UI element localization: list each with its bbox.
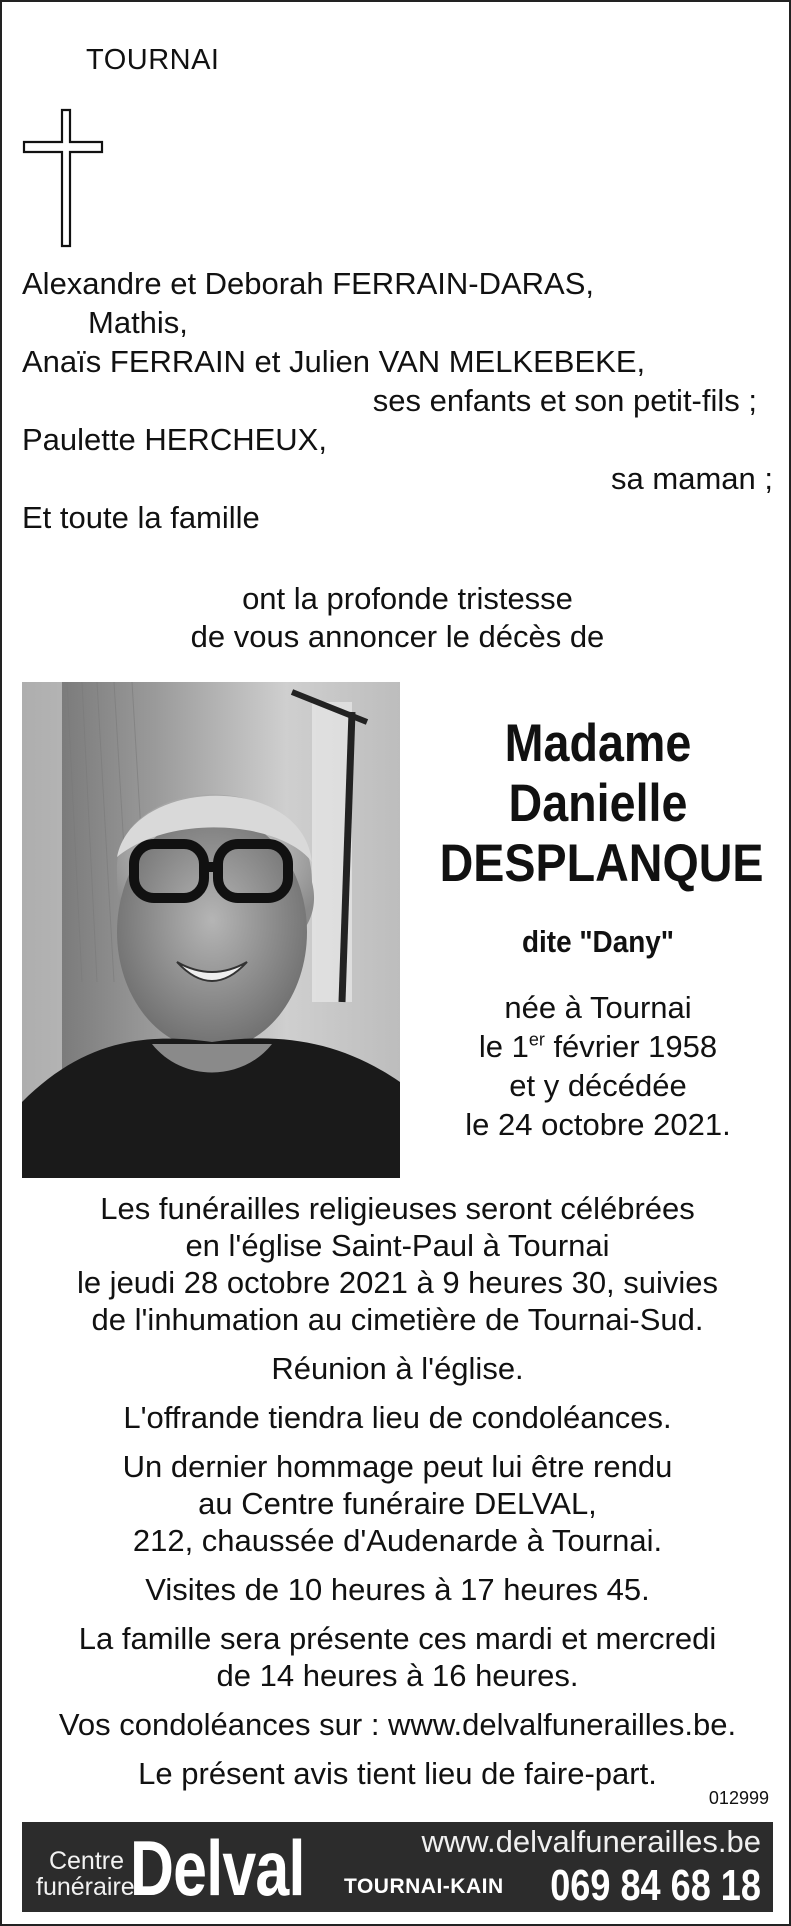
deceased-title: Madame [504, 714, 692, 773]
family-relation-mother: sa maman ; [611, 461, 773, 496]
condolences-line: Vos condoléances sur : www.delvalfunerailles.be. [58, 1707, 737, 1742]
funeral-line-2: en l'église Saint-Paul à Tournai [185, 1228, 610, 1263]
deceased-nickname: dite "Dany" [521, 924, 675, 959]
visits-line: Visites de 10 heures à 17 heures 45. [145, 1572, 650, 1607]
funeral-line-4: de l'inhumation au cimetière de Tournai-Sud. [91, 1302, 704, 1337]
family-line-children: Alexandre et Deborah FERRAIN-DARAS, [22, 266, 595, 301]
announcement-line-1: ont la profonde tristesse [242, 581, 573, 616]
centre-funeraire-label [36, 1847, 135, 1901]
reference-number: 012999 [708, 1788, 769, 1808]
funeral-line-3: le jeudi 28 octobre 2021 à 9 heures 30, suivies [76, 1265, 719, 1300]
deceased-dates [418, 988, 778, 1144]
family-line-grandchild: Mathis, [88, 305, 188, 340]
family-line-all: Et toute la famille [22, 500, 260, 535]
phone-number[interactable]: 069 84 68 18 [550, 1861, 761, 1910]
presence-line-1: La famille sera présente ces mardi et mercredi [78, 1621, 717, 1656]
family-line-children-2: Anaïs FERRAIN et Julien VAN MELKEBEKE, [22, 344, 646, 379]
portrait-photo [22, 682, 400, 1178]
tribute-line-1: Un dernier hommage peut lui être rendu [122, 1449, 673, 1484]
family-line-mother: Paulette HERCHEUX, [22, 422, 327, 457]
announcement-line-2: de vous annoncer le décès de [190, 619, 605, 654]
deceased-last-name: DESPLANQUE [439, 834, 764, 893]
tribute-line-3: 212, chaussée d'Audenarde à Tournai. [132, 1523, 663, 1558]
funeral-home-logo: Delval [130, 1824, 305, 1912]
deceased-info [418, 714, 778, 1144]
centre-label-line-1: Centre [48, 1847, 124, 1875]
presence-line-2: de 14 heures à 16 heures. [216, 1658, 579, 1693]
death-date: le 24 octobre 2021. [465, 1107, 731, 1142]
funeral-home-banner [22, 1822, 773, 1912]
latin-cross-icon [22, 108, 122, 248]
centre-label-line-2: funéraire [36, 1873, 135, 1901]
portrait-illustration [22, 682, 400, 1178]
born-line: née à Tournai [504, 990, 692, 1025]
tribute-line-2: au Centre funéraire DELVAL, [198, 1486, 597, 1521]
deceased-first-name: Danielle [508, 774, 688, 833]
city-heading: TOURNAI [86, 44, 220, 76]
offering-line: L'offrande tiendra lieu de condoléances. [123, 1400, 672, 1435]
location-label: TOURNAI-KAIN [344, 1875, 504, 1898]
family-list [22, 264, 773, 537]
birth-date-prefix: le 1 [478, 1029, 529, 1064]
family-relation-children: ses enfants et son petit-fils ; [372, 383, 757, 418]
birth-date-suffix: février 1958 [544, 1029, 718, 1064]
website-link[interactable]: www.delvalfunerailles.be [421, 1824, 761, 1859]
notice-line: Le présent avis tient lieu de faire-part. [138, 1756, 657, 1791]
funeral-line-1: Les funérailles religieuses seront célébrées [100, 1191, 695, 1226]
died-line: et y décédée [509, 1068, 687, 1103]
birth-date-ordinal: er [528, 1029, 545, 1050]
meeting-line: Réunion à l'église. [271, 1351, 524, 1386]
announcement [2, 580, 791, 656]
funeral-details [2, 1190, 791, 1792]
birth-date [418, 1027, 778, 1066]
